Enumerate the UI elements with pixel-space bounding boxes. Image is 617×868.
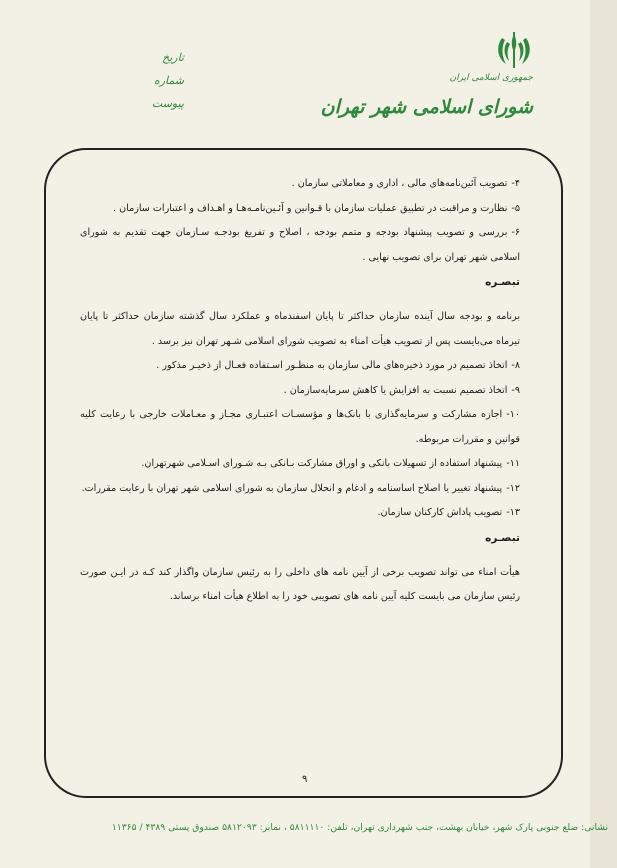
item-number: ۸- (511, 360, 520, 371)
note-paragraph: برنامه و بودجه سال آینده سازمان حداکثر تا پایان اسفندماه و عملکرد سال گذشته سازمان حداکثر تا پایان تیرماه می‌بایست پس از تصویب هیأت امناء به تصویب شورای اسلامی شـهر تهران نیز برسد . (80, 311, 520, 347)
list-item (80, 403, 520, 452)
item-number: ۱۰- (506, 409, 520, 420)
note-heading: تبصـره (485, 276, 520, 288)
item-text: پیشنهاد تغییر یا اصلاح اساسنامه و ادغام و انحلال سازمان به شورای اسلامی شهر تهران با رعایت مقررات. (81, 482, 503, 494)
republic-title: جمهوری اسلامی ایران (449, 73, 533, 83)
item-text: تصویب پاداش کارکنان سازمان. (377, 507, 503, 518)
item-text: تصویب آئین‌نامه‌های مالی ، اداری و معاملاتی سازمان . (291, 178, 508, 189)
item-text: پیشنهاد استفاده از تسهیلات بانکی و اوراق مشارکت بـانکی بـه شـورای اسـلامی شهرتهران. (141, 458, 503, 469)
list-item (80, 172, 520, 197)
list-item (80, 354, 520, 379)
list-item (80, 477, 520, 502)
item-number: ۶- (511, 227, 520, 238)
item-text: اتخاذ تصمیم نسبت به افزایش یا کاهش سرمایه‌سازمان . (283, 384, 508, 396)
council-title: شورای اسلامی شهر تهران (320, 96, 533, 118)
item-text: اتخاذ تصمیم در مورد ذخیره‌های مالی سازمان به منظـور اسـتفاده فعـال از ذخیـر مذکور . (156, 360, 508, 371)
item-text: اجازه مشارکت و سرمایه‌گذاری با بانک‌ها و مؤسسـات اعتبـاری مجـاز و معـاملات خارجی با رعایت کلیه قوانین و مقررات مربوطه. (80, 409, 520, 445)
item-number: ۱۱- (506, 458, 520, 469)
document-body (80, 172, 520, 610)
list-item (80, 197, 520, 222)
emblem-icon (492, 30, 536, 72)
list-item (80, 379, 520, 404)
item-number: ۵- (511, 202, 520, 214)
note-paragraph: هیأت امناء می تواند تصویب برخی از آیین نامه های داخلی را به رئیس سازمان واگذار کند کـه در ایـن صورت رئیس سازمان می بایست کلیه آیین نامه های تصویبی خود را به اطلاع هیأت امناء برساند. (80, 566, 520, 602)
meta-date-label: تاریخ (162, 51, 184, 64)
meta-number-label: شماره (153, 74, 184, 87)
item-number: ۹- (511, 384, 520, 396)
list-item (80, 501, 520, 526)
list-item (80, 452, 520, 477)
page-number: ۹ (302, 774, 308, 785)
item-number: ۱۳- (506, 507, 520, 518)
footer-address: نشانی: ضلع جنوبی پارک شهر، خیابان بهشت، جنب شهرداری تهران، تلفن: ۵۸۱۱۱۱۰ ، نمابر: ۵۸۱۲۰۹۳ صندوق پستی ۴۳۸۹ / ۱۱۳۶۵ (111, 822, 608, 833)
item-text: نظارت و مراقبت در تطبیق عملیات سازمان با قـوانین و آئـین‌نامـه‌هـا و اهـداف و اعتبارات سازمان . (113, 202, 508, 214)
meta-attachment-label: پیوست (151, 97, 184, 110)
item-number: ۱۲- (506, 482, 520, 494)
list-item (80, 221, 520, 270)
document-meta (142, 46, 184, 115)
note-heading: تبصـره (485, 531, 520, 544)
item-text: بررسی و تصویب پیشنهاد بودجه و متمم بودجه ، اصلاح و تفریغ بودجـه سـازمان جهت تقدیم به شورای اسلامی شهر تهران برای تصویب نهایی . (80, 227, 520, 263)
item-number: ۴- (511, 178, 520, 189)
paper-edge (590, 0, 617, 868)
